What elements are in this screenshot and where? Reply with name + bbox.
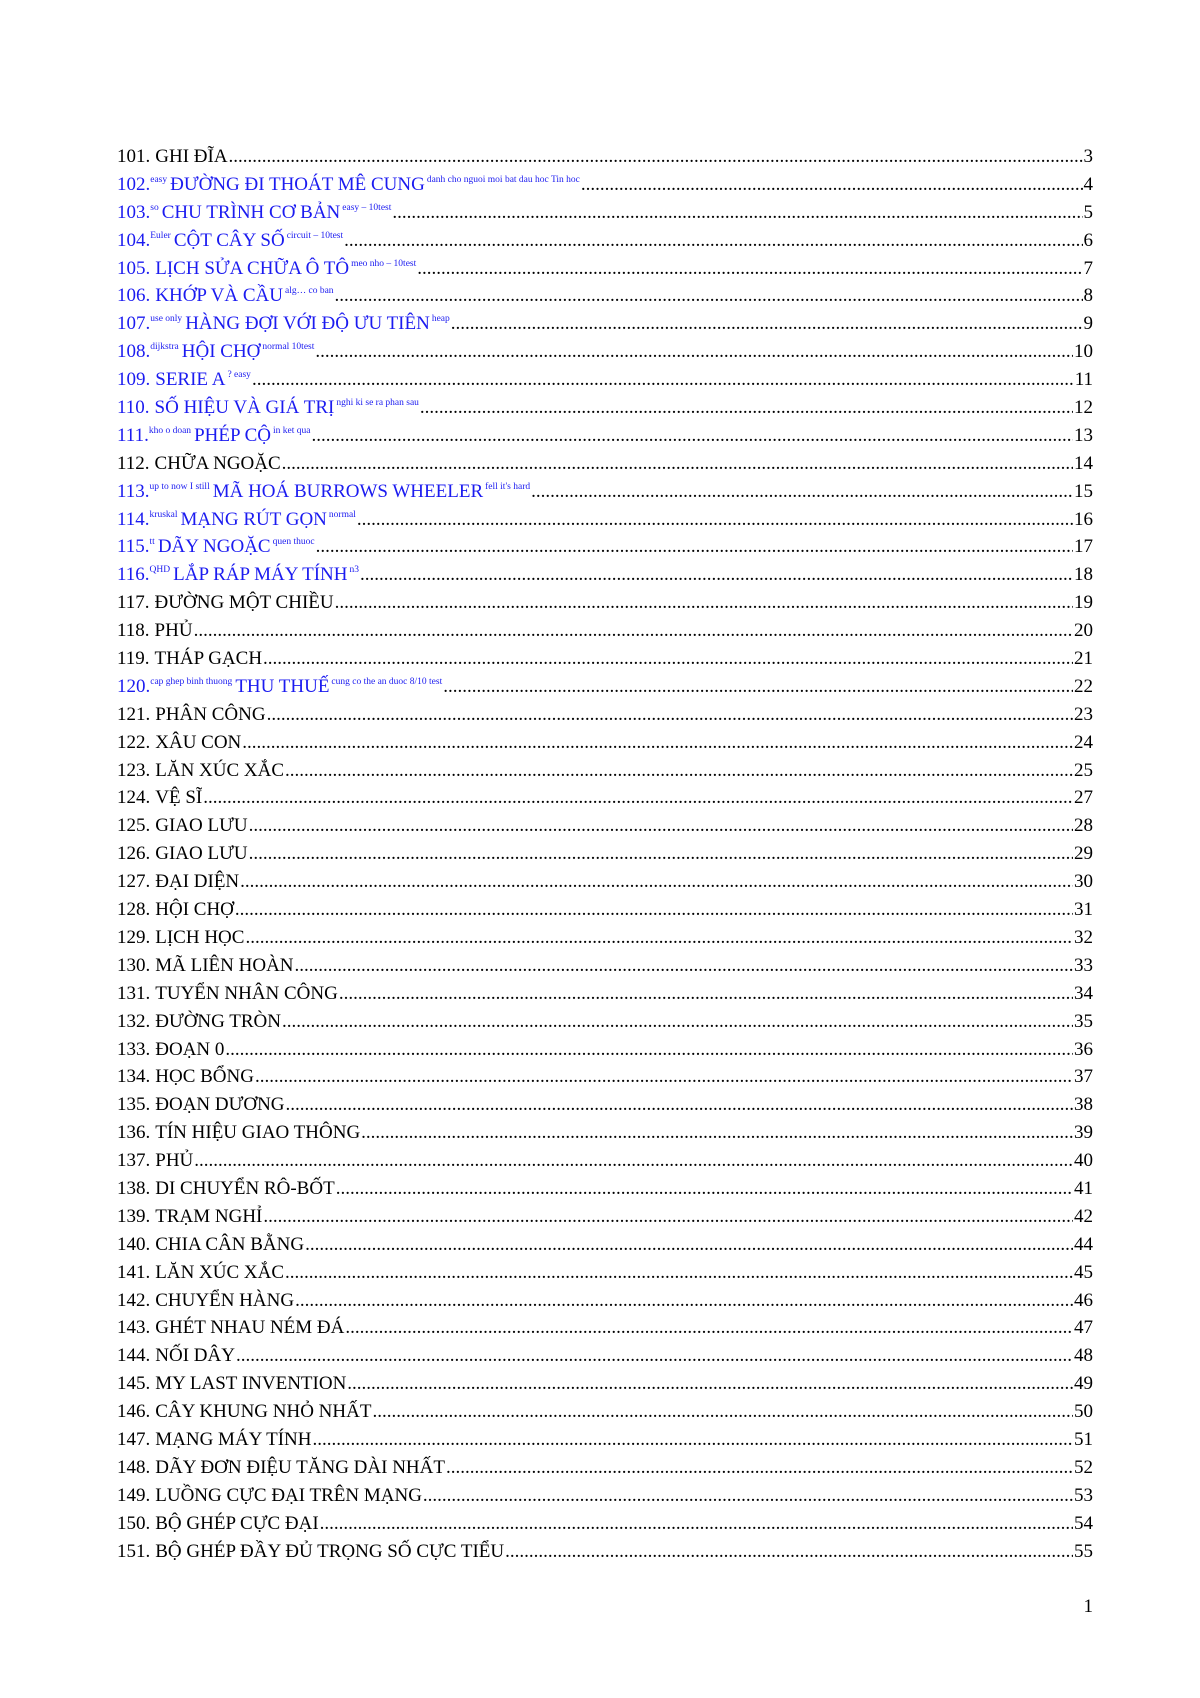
toc-entry-number: 136.	[117, 1122, 151, 1144]
toc-entry-number: 109.	[117, 369, 151, 391]
toc-entry-page: 22	[1074, 675, 1093, 697]
toc-entry-page: 4	[1083, 173, 1093, 195]
toc-entry[interactable]	[117, 366, 1093, 394]
toc-entry	[117, 1342, 1093, 1370]
toc-entry	[117, 924, 1093, 952]
toc-entry-page: 24	[1074, 731, 1093, 753]
toc-entry-number: 118.	[117, 620, 150, 642]
toc-entry-number: 138.	[117, 1177, 151, 1199]
toc-entry[interactable]	[117, 199, 1093, 227]
toc-entry[interactable]	[117, 506, 1093, 534]
toc-entry-number: 140.	[117, 1233, 151, 1255]
toc-entry-number: 141.	[117, 1261, 151, 1283]
toc-entry-title: CHUYỂN HÀNG	[155, 1289, 295, 1311]
toc-entry-title: GIAO LƯU	[155, 843, 248, 865]
toc-entry-page: 41	[1074, 1177, 1093, 1199]
toc-entry-page: 34	[1074, 982, 1093, 1004]
toc-entry-title: GIAO LƯU	[155, 815, 248, 837]
toc-entry-note-before: kho o doan	[148, 425, 192, 436]
toc-entry[interactable]	[117, 338, 1093, 366]
toc-dot-leader	[315, 338, 1073, 366]
toc-entry-note-after: fell it's hard	[485, 481, 531, 492]
toc-entry-title: XÂU CON	[155, 731, 242, 753]
toc-dot-leader	[347, 1370, 1073, 1398]
toc-entry-title: THU THUẾ	[235, 675, 330, 697]
toc-entry-note-before: dijkstra	[150, 342, 179, 353]
toc-dot-leader	[229, 143, 1083, 171]
toc-entry-number: 111.	[117, 424, 149, 446]
toc-entry-page: 7	[1083, 257, 1093, 279]
toc-dot-leader	[295, 952, 1073, 980]
toc-entry	[117, 1203, 1093, 1231]
toc-dot-leader	[505, 1538, 1073, 1566]
toc-entry[interactable]	[117, 282, 1093, 310]
toc-entry-title: PHÂN CÔNG	[155, 703, 266, 725]
toc-entry[interactable]	[117, 171, 1093, 199]
toc-entry-title: VỆ SĨ	[155, 787, 203, 809]
toc-entry-title: LẮP RÁP MÁY TÍNH	[173, 564, 348, 586]
toc-entry-number: 123.	[117, 759, 151, 781]
toc-entry-number: 128.	[117, 899, 151, 921]
toc-entry	[117, 450, 1093, 478]
toc-entry-title: CỘT CÂY SỐ	[173, 229, 285, 251]
toc-entry-title: HỘI CHỢ	[181, 341, 261, 363]
toc-entry-title: CHIA CÂN BẰNG	[155, 1233, 305, 1255]
toc-entry-number: 133.	[117, 1038, 151, 1060]
toc-entry-note-after: easy – 10test	[342, 202, 392, 213]
toc-entry	[117, 1370, 1093, 1398]
toc-entry-page: 53	[1074, 1484, 1093, 1506]
toc-entry-number: 144.	[117, 1345, 151, 1367]
toc-dot-leader	[420, 394, 1073, 422]
toc-entry-number: 125.	[117, 815, 151, 837]
toc-entry-page: 45	[1074, 1261, 1093, 1283]
toc-entry	[117, 589, 1093, 617]
toc-entry	[117, 1119, 1093, 1147]
toc-entry-page: 16	[1074, 508, 1093, 530]
toc-entry-number: 103.	[117, 201, 151, 223]
toc-entry-note-before: tt	[149, 537, 155, 548]
toc-entry-title: HỌC BỔNG	[155, 1066, 254, 1088]
toc-dot-leader	[245, 924, 1073, 952]
toc-entry-number: 122.	[117, 731, 151, 753]
toc-dot-leader	[252, 366, 1074, 394]
toc-entry-number: 151.	[117, 1540, 151, 1562]
toc-entry-number: 143.	[117, 1317, 151, 1339]
toc-entry-title: SỐ HIỆU VÀ GIÁ TRỊ	[154, 397, 335, 419]
toc-dot-leader	[316, 533, 1073, 561]
toc-entry[interactable]	[117, 255, 1093, 283]
toc-entry-title: LĂN XÚC XẮC	[155, 1261, 285, 1283]
toc-entry-title: HÀNG ĐỢI VỚI ĐỘ ƯU TIÊN	[185, 313, 430, 335]
toc-entry-page: 18	[1074, 564, 1093, 586]
toc-entry-title: LỊCH HỌC	[155, 926, 245, 948]
toc-entry-page: 31	[1074, 899, 1093, 921]
toc-entry-number: 110.	[117, 397, 150, 419]
toc-entry-note-after: ? easy	[227, 370, 251, 381]
toc-dot-leader	[282, 450, 1073, 478]
toc-entry-note-before: easy	[150, 174, 168, 185]
toc-dot-leader	[336, 1175, 1073, 1203]
toc-entry	[117, 1063, 1093, 1091]
toc-entry-number: 145.	[117, 1373, 151, 1395]
toc-dot-leader	[312, 1426, 1073, 1454]
toc-entry	[117, 1147, 1093, 1175]
toc-entry-page: 27	[1074, 787, 1093, 809]
toc-entry-number: 108.	[117, 341, 151, 363]
toc-entry-page: 54	[1074, 1512, 1093, 1534]
toc-dot-leader	[305, 1231, 1073, 1259]
toc-entry-title: MÃ LIÊN HOÀN	[155, 954, 294, 976]
toc-dot-leader	[344, 227, 1082, 255]
toc-entry	[117, 729, 1093, 757]
toc-entry-page: 29	[1074, 843, 1093, 865]
toc-dot-leader	[339, 980, 1073, 1008]
toc-entry-number: 115.	[117, 536, 150, 558]
toc-entry	[117, 1454, 1093, 1482]
toc-entry	[117, 1091, 1093, 1119]
toc-dot-leader	[225, 1036, 1073, 1064]
toc-entry-page: 14	[1074, 452, 1093, 474]
toc-dot-leader	[235, 896, 1073, 924]
toc-entry-number: 139.	[117, 1205, 151, 1227]
toc-entry-title: LUỒNG CỰC ĐẠI TRÊN MẠNG	[155, 1484, 422, 1506]
toc-dot-leader	[203, 784, 1073, 812]
toc-entry-title: ĐOẠN DƯƠNG	[155, 1094, 285, 1116]
toc-entry	[117, 1259, 1093, 1287]
page-number: 1	[1083, 1596, 1093, 1617]
toc-entry	[117, 1231, 1093, 1259]
toc-entry	[117, 1538, 1093, 1566]
toc-entry[interactable]	[117, 478, 1093, 506]
toc-dot-leader	[282, 1008, 1073, 1036]
toc-dot-leader	[194, 1147, 1073, 1175]
toc-entry-page: 25	[1074, 759, 1093, 781]
toc-entry-title: MY LAST INVENTION	[155, 1373, 347, 1395]
toc-entry-number: 101.	[117, 146, 151, 167]
toc-entry	[117, 1036, 1093, 1064]
toc-entry-number: 120.	[117, 675, 151, 697]
toc-entry-title: LỊCH SỬA CHỮA Ô TÔ	[155, 257, 350, 279]
toc-dot-leader	[263, 1203, 1073, 1231]
toc-entry-page: 11	[1074, 369, 1093, 391]
toc-entry-page: 32	[1074, 926, 1093, 948]
toc-entry-number: 127.	[117, 871, 151, 893]
toc-dot-leader	[451, 310, 1083, 338]
toc-entry	[117, 1287, 1093, 1315]
toc-entry[interactable]	[117, 673, 1093, 701]
toc-entry	[117, 1175, 1093, 1203]
toc-dot-leader	[285, 1259, 1073, 1287]
toc-entry-title: ĐƯỜNG MỘT CHIỀU	[154, 592, 334, 614]
toc-entry-number: 130.	[117, 954, 151, 976]
toc-entry-title: LĂN XÚC XẮC	[155, 759, 285, 781]
toc-entry-title: GHI ĐĨA	[155, 146, 228, 167]
toc-entry-page: 40	[1074, 1150, 1093, 1172]
toc-entry-number: 121.	[117, 703, 151, 725]
toc-dot-leader	[335, 282, 1083, 310]
toc-entry[interactable]	[117, 227, 1093, 255]
toc-entry-note-before: so	[150, 202, 159, 213]
toc-entry-number: 105.	[117, 257, 151, 279]
toc-entry-title: ĐƯỜNG ĐI THOÁT MÊ CUNG	[170, 173, 425, 195]
toc-entry-number: 107.	[117, 313, 151, 335]
toc-entry-page: 38	[1074, 1094, 1093, 1116]
toc-entry-page: 37	[1074, 1066, 1093, 1088]
toc-dot-leader	[446, 1454, 1073, 1482]
toc-entry-title: TUYỂN NHÂN CÔNG	[155, 982, 338, 1004]
toc-entry-note-after: meo nho – 10test	[351, 258, 417, 269]
toc-entry-title: MÃ HOÁ BURROWS WHEELER	[212, 480, 484, 502]
toc-entry-number: 147.	[117, 1428, 151, 1450]
toc-entry-note-after: cung co the an duoc 8/10 test	[331, 676, 443, 687]
toc-entry-page: 19	[1074, 592, 1093, 614]
toc-entry-title: CÂY KHUNG NHỎ NHẤT	[155, 1401, 372, 1423]
toc-dot-leader	[255, 1063, 1073, 1091]
toc-entry-number: 116.	[117, 564, 150, 586]
toc-dot-leader	[267, 701, 1073, 729]
toc-entry-note-before: kruskal	[149, 509, 178, 520]
toc-entry-number: 119.	[117, 648, 150, 670]
toc-entry-title: BỘ GHÉP CỰC ĐẠI	[155, 1512, 319, 1534]
toc-entry-number: 129.	[117, 926, 151, 948]
toc-entry-page: 42	[1074, 1205, 1093, 1227]
toc-entry-title: SERIE A	[155, 369, 226, 391]
toc-entry-title: CHU TRÌNH CƠ BẢN	[161, 201, 341, 223]
toc-entry-number: 126.	[117, 843, 151, 865]
toc-entry	[117, 1008, 1093, 1036]
toc-entry-title: ĐƯỜNG TRÒN	[155, 1010, 282, 1032]
toc-dot-leader	[423, 1482, 1073, 1510]
toc-dot-leader	[286, 1091, 1073, 1119]
toc-entry-note-after: normal 10test	[262, 342, 315, 353]
toc-entry-number: 148.	[117, 1456, 151, 1478]
toc-entry-title: NỐI DÂY	[155, 1345, 235, 1367]
toc-entry-title: PHÉP CỘ	[194, 424, 271, 446]
toc-entry-note-after: alg… co ban	[285, 286, 334, 297]
toc-entry	[117, 1314, 1093, 1342]
toc-entry-number: 132.	[117, 1010, 151, 1032]
toc-entry	[117, 701, 1093, 729]
toc-dot-leader	[531, 478, 1073, 506]
toc-entry-note-after: circuit – 10test	[286, 230, 344, 241]
toc-entry-page: 39	[1074, 1122, 1093, 1144]
toc-dot-leader	[372, 1398, 1073, 1426]
toc-entry	[117, 896, 1093, 924]
toc-entry-number: 146.	[117, 1401, 151, 1423]
toc-entry-title: THÁP GẠCH	[154, 648, 263, 670]
toc-entry-number: 102.	[117, 173, 151, 195]
toc-entry[interactable]	[117, 422, 1093, 450]
toc-dot-leader	[320, 1510, 1073, 1538]
toc-dot-leader	[295, 1287, 1073, 1315]
toc-entry-number: 117.	[117, 592, 150, 614]
toc-entry-number: 114.	[117, 508, 150, 530]
toc-entry-title: BỘ GHÉP ĐẦY ĐỦ TRỌNG SỐ CỰC TIỂU	[155, 1540, 505, 1562]
toc-dot-leader	[392, 199, 1082, 227]
toc-entry	[117, 784, 1093, 812]
toc-entry-number: 150.	[117, 1512, 151, 1534]
toc-entry-page: 33	[1074, 954, 1093, 976]
toc-entry-note-before: QHD	[149, 565, 171, 576]
toc-entry-title: MẠNG MÁY TÍNH	[155, 1428, 312, 1450]
toc-entry	[117, 980, 1093, 1008]
toc-dot-leader	[581, 171, 1083, 199]
toc-entry-page: 46	[1074, 1289, 1093, 1311]
toc-entry	[117, 617, 1093, 645]
toc-entry[interactable]	[117, 394, 1093, 422]
toc-entry-title: GHÉT NHAU NÉM ĐÁ	[155, 1317, 345, 1339]
toc-entry-number: 112.	[117, 452, 150, 474]
toc-entry-page: 35	[1074, 1010, 1093, 1032]
toc-entry-page: 28	[1074, 815, 1093, 837]
toc-entry-title: DI CHUYỂN RÔ-BỐT	[155, 1177, 335, 1199]
toc-entry-page: 3	[1083, 146, 1093, 167]
toc-entry-page: 44	[1074, 1233, 1093, 1255]
toc-entry-page: 49	[1074, 1373, 1093, 1395]
toc-entry-note-after: danh cho nguoi moi bat dau hoc Tin hoc	[426, 174, 580, 185]
toc-dot-leader	[249, 840, 1073, 868]
table-of-contents	[117, 143, 1093, 1565]
toc-entry-number: 124.	[117, 787, 151, 809]
toc-entry-page: 51	[1074, 1428, 1093, 1450]
toc-entry-note-before: use only	[150, 314, 183, 325]
toc-entry-page: 23	[1074, 703, 1093, 725]
toc-entry-page: 6	[1083, 229, 1093, 251]
toc-entry-page: 15	[1074, 480, 1093, 502]
toc-entry-title: PHỦ	[155, 1150, 194, 1172]
toc-entry[interactable]	[117, 561, 1093, 589]
toc-entry-page: 21	[1074, 648, 1093, 670]
toc-entry-number: 135.	[117, 1094, 151, 1116]
toc-entry-title: ĐOẠN 0	[155, 1038, 225, 1060]
toc-entry	[117, 645, 1093, 673]
toc-dot-leader	[417, 255, 1082, 283]
toc-entry-page: 47	[1074, 1317, 1093, 1339]
toc-entry-title: ĐẠI DIỆN	[155, 871, 240, 893]
toc-entry-title: TÍN HIỆU GIAO THÔNG	[155, 1122, 361, 1144]
toc-entry	[117, 1482, 1093, 1510]
toc-entry-note-before: Euler	[150, 230, 171, 241]
toc-entry-title: CHỮA NGOẶC	[154, 452, 281, 474]
toc-dot-leader	[249, 812, 1073, 840]
toc-dot-leader	[361, 1119, 1073, 1147]
toc-entry-page: 9	[1083, 313, 1093, 335]
toc-entry-page: 5	[1083, 201, 1093, 223]
toc-entry-note-after: in ket qua	[272, 425, 311, 436]
toc-dot-leader	[335, 589, 1073, 617]
toc-entry-number: 149.	[117, 1484, 151, 1506]
toc-entry-title: MẠNG RÚT GỌN	[180, 508, 327, 530]
toc-entry-title: HỘI CHỢ	[155, 899, 234, 921]
toc-entry-number: 106.	[117, 285, 151, 307]
toc-entry-page: 55	[1074, 1540, 1093, 1562]
toc-entry-number: 131.	[117, 982, 151, 1004]
toc-entry-page: 30	[1074, 871, 1093, 893]
toc-dot-leader	[443, 673, 1073, 701]
toc-dot-leader	[263, 645, 1073, 673]
toc-entry-title: DÃY ĐƠN ĐIỆU TĂNG DÀI NHẤT	[155, 1456, 445, 1478]
toc-entry-note-after: heap	[431, 314, 450, 325]
toc-entry-title: TRẠM NGHỈ	[155, 1205, 263, 1227]
toc-entry-number: 137.	[117, 1150, 151, 1172]
toc-dot-leader	[236, 1342, 1073, 1370]
toc-entry-page: 36	[1074, 1038, 1093, 1060]
toc-entry-title: DÃY NGOẶC	[157, 536, 271, 558]
toc-entry-page: 8	[1083, 285, 1093, 307]
toc-entry-page: 52	[1074, 1456, 1093, 1478]
toc-entry	[117, 1510, 1093, 1538]
toc-entry-note-before: up to now I still	[149, 481, 210, 492]
toc-entry[interactable]	[117, 310, 1093, 338]
toc-entry-note-after: normal	[328, 509, 356, 520]
toc-entry-page: 50	[1074, 1401, 1093, 1423]
toc-entry	[117, 868, 1093, 896]
toc-entry-note-after: quen thuoc	[272, 537, 315, 548]
toc-entry	[117, 812, 1093, 840]
toc-dot-leader	[360, 561, 1073, 589]
toc-entry-page: 12	[1074, 397, 1093, 419]
toc-entry	[117, 840, 1093, 868]
toc-entry-page: 10	[1074, 341, 1093, 363]
toc-entry	[117, 757, 1093, 785]
toc-entry-note-after: nghi ki se ra phan sau	[336, 398, 419, 409]
toc-dot-leader	[194, 617, 1073, 645]
toc-dot-leader	[242, 729, 1073, 757]
toc-entry-title: PHỦ	[154, 620, 193, 642]
toc-dot-leader	[285, 757, 1073, 785]
toc-entry-title: KHỚP VÀ CẦU	[155, 285, 283, 307]
toc-dot-leader	[357, 506, 1073, 534]
toc-entry-note-after: n3	[349, 565, 359, 576]
toc-dot-leader	[345, 1314, 1073, 1342]
toc-entry-number: 104.	[117, 229, 151, 251]
toc-entry[interactable]	[117, 533, 1093, 561]
toc-entry-page: 17	[1074, 536, 1093, 558]
toc-entry	[117, 143, 1093, 171]
toc-entry-number: 142.	[117, 1289, 151, 1311]
toc-entry-page: 48	[1074, 1345, 1093, 1367]
toc-dot-leader	[240, 868, 1073, 896]
toc-dot-leader	[311, 422, 1073, 450]
toc-entry-page: 20	[1074, 620, 1093, 642]
toc-entry	[117, 952, 1093, 980]
toc-entry-number: 113.	[117, 480, 150, 502]
toc-entry-note-before: cap ghep binh thuong	[150, 676, 233, 687]
toc-entry	[117, 1426, 1093, 1454]
toc-entry	[117, 1398, 1093, 1426]
toc-entry-number: 134.	[117, 1066, 151, 1088]
toc-entry-page: 13	[1074, 424, 1093, 446]
